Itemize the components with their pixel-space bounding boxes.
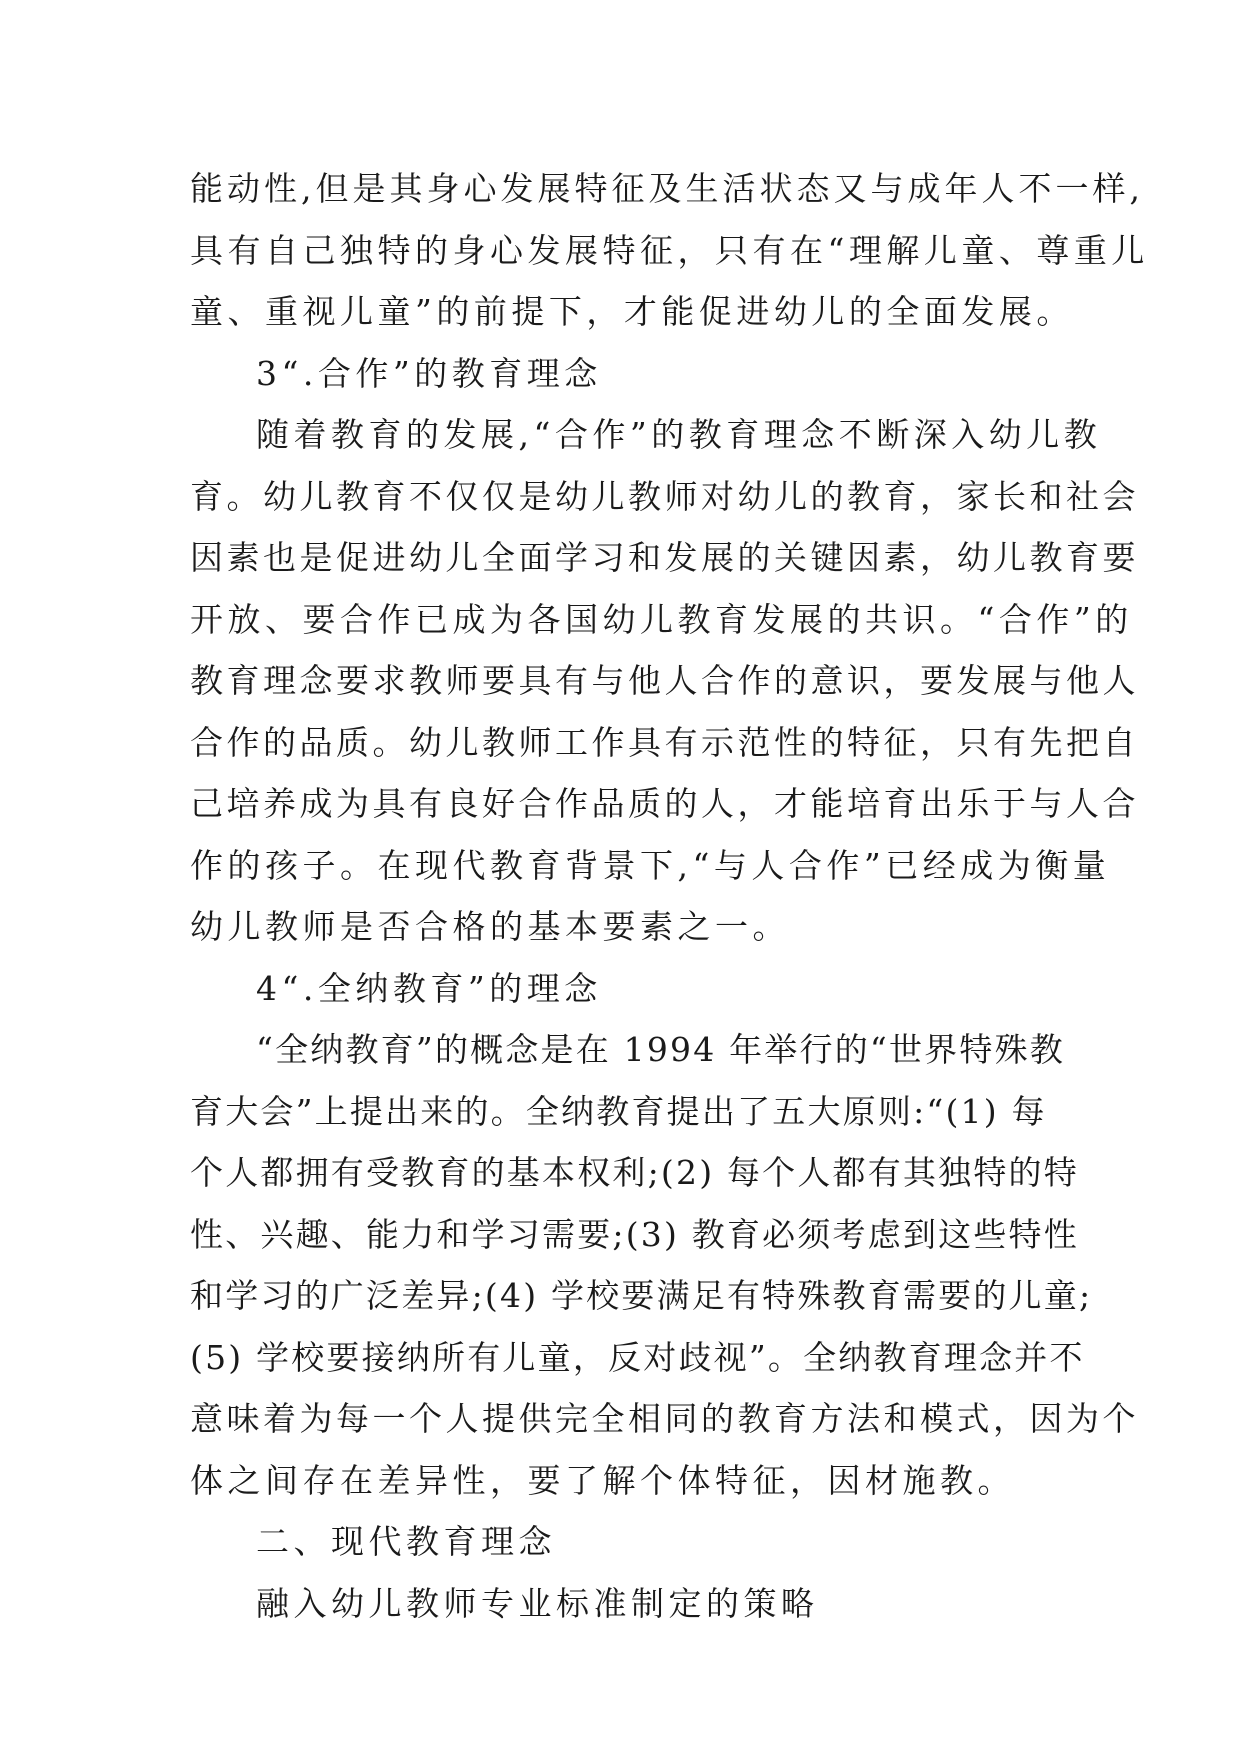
section-heading: 4“.全纳教育”的理念	[256, 968, 602, 1008]
text-line: “全纳教育”的概念是在 1994 年举行的“世界特殊教	[256, 1030, 1065, 1069]
text-line: 教育理念要求教师要具有与他人合作的意识，要发展与他人	[190, 661, 1139, 700]
subsection-heading: 融入幼儿教师专业标准制定的策略	[256, 1583, 819, 1623]
text-line: 因素也是促进幼儿全面学习和发展的关键因素，幼儿教育要	[190, 538, 1139, 577]
text-line: 合作的品质。幼儿教师工作具有示范性的特征，只有先把自	[190, 722, 1139, 762]
text-line: 育。幼儿教育不仅仅是幼儿教师对幼儿的教育，家长和社会	[190, 476, 1139, 516]
text-line: 能动性,但是其身心发展特征及生活状态又与成年人不一样,	[190, 169, 1144, 208]
text-line: 开放、要合作已成为各国幼儿教育发展的共识。“合作”的	[190, 599, 1133, 639]
text-line: 和学习的广泛差异;(4) 学校要满足有特殊教育需要的儿童;	[190, 1276, 1093, 1315]
text-line: 随着教育的发展,“合作”的教育理念不断深入幼儿教	[256, 415, 1102, 454]
text-line: 体之间存在差异性，要了解个体特征，因材施教。	[190, 1460, 1015, 1500]
text-line: 幼儿教师是否合格的基本要素之一。	[190, 907, 790, 946]
text-line: 意味着为每一个人提供完全相同的教育方法和模式，因为个	[190, 1399, 1139, 1438]
text-line: (5) 学校要接纳所有儿童，反对歧视”。全纳教育理念并不	[190, 1337, 1085, 1377]
text-line: 性、兴趣、能力和学习需要;(3) 教育必须考虑到这些特性	[190, 1214, 1079, 1254]
text-line: 个人都拥有受教育的基本权利;(2) 每个人都有其独特的特	[190, 1153, 1079, 1192]
text-line: 作的孩子。在现代教育背景下,“与人合作”已经成为衡量	[190, 845, 1111, 885]
text-line: 具有自己独特的身心发展特征，只有在“理解儿童、尊重儿	[190, 230, 1149, 270]
text-line: 童、重视儿童”的前提下，才能促进幼儿的全面发展。	[190, 292, 1074, 331]
text-line: 育大会”上提出来的。全纳教育提出了五大原则:“(1) 每	[190, 1091, 1047, 1131]
section-heading: 二、现代教育理念	[256, 1522, 556, 1561]
text-line: 己培养成为具有良好合作品质的人，才能培育出乐于与人合	[190, 784, 1139, 823]
document-body	[190, 158, 1149, 1634]
section-heading: 3“.合作”的教育理念	[256, 353, 602, 393]
